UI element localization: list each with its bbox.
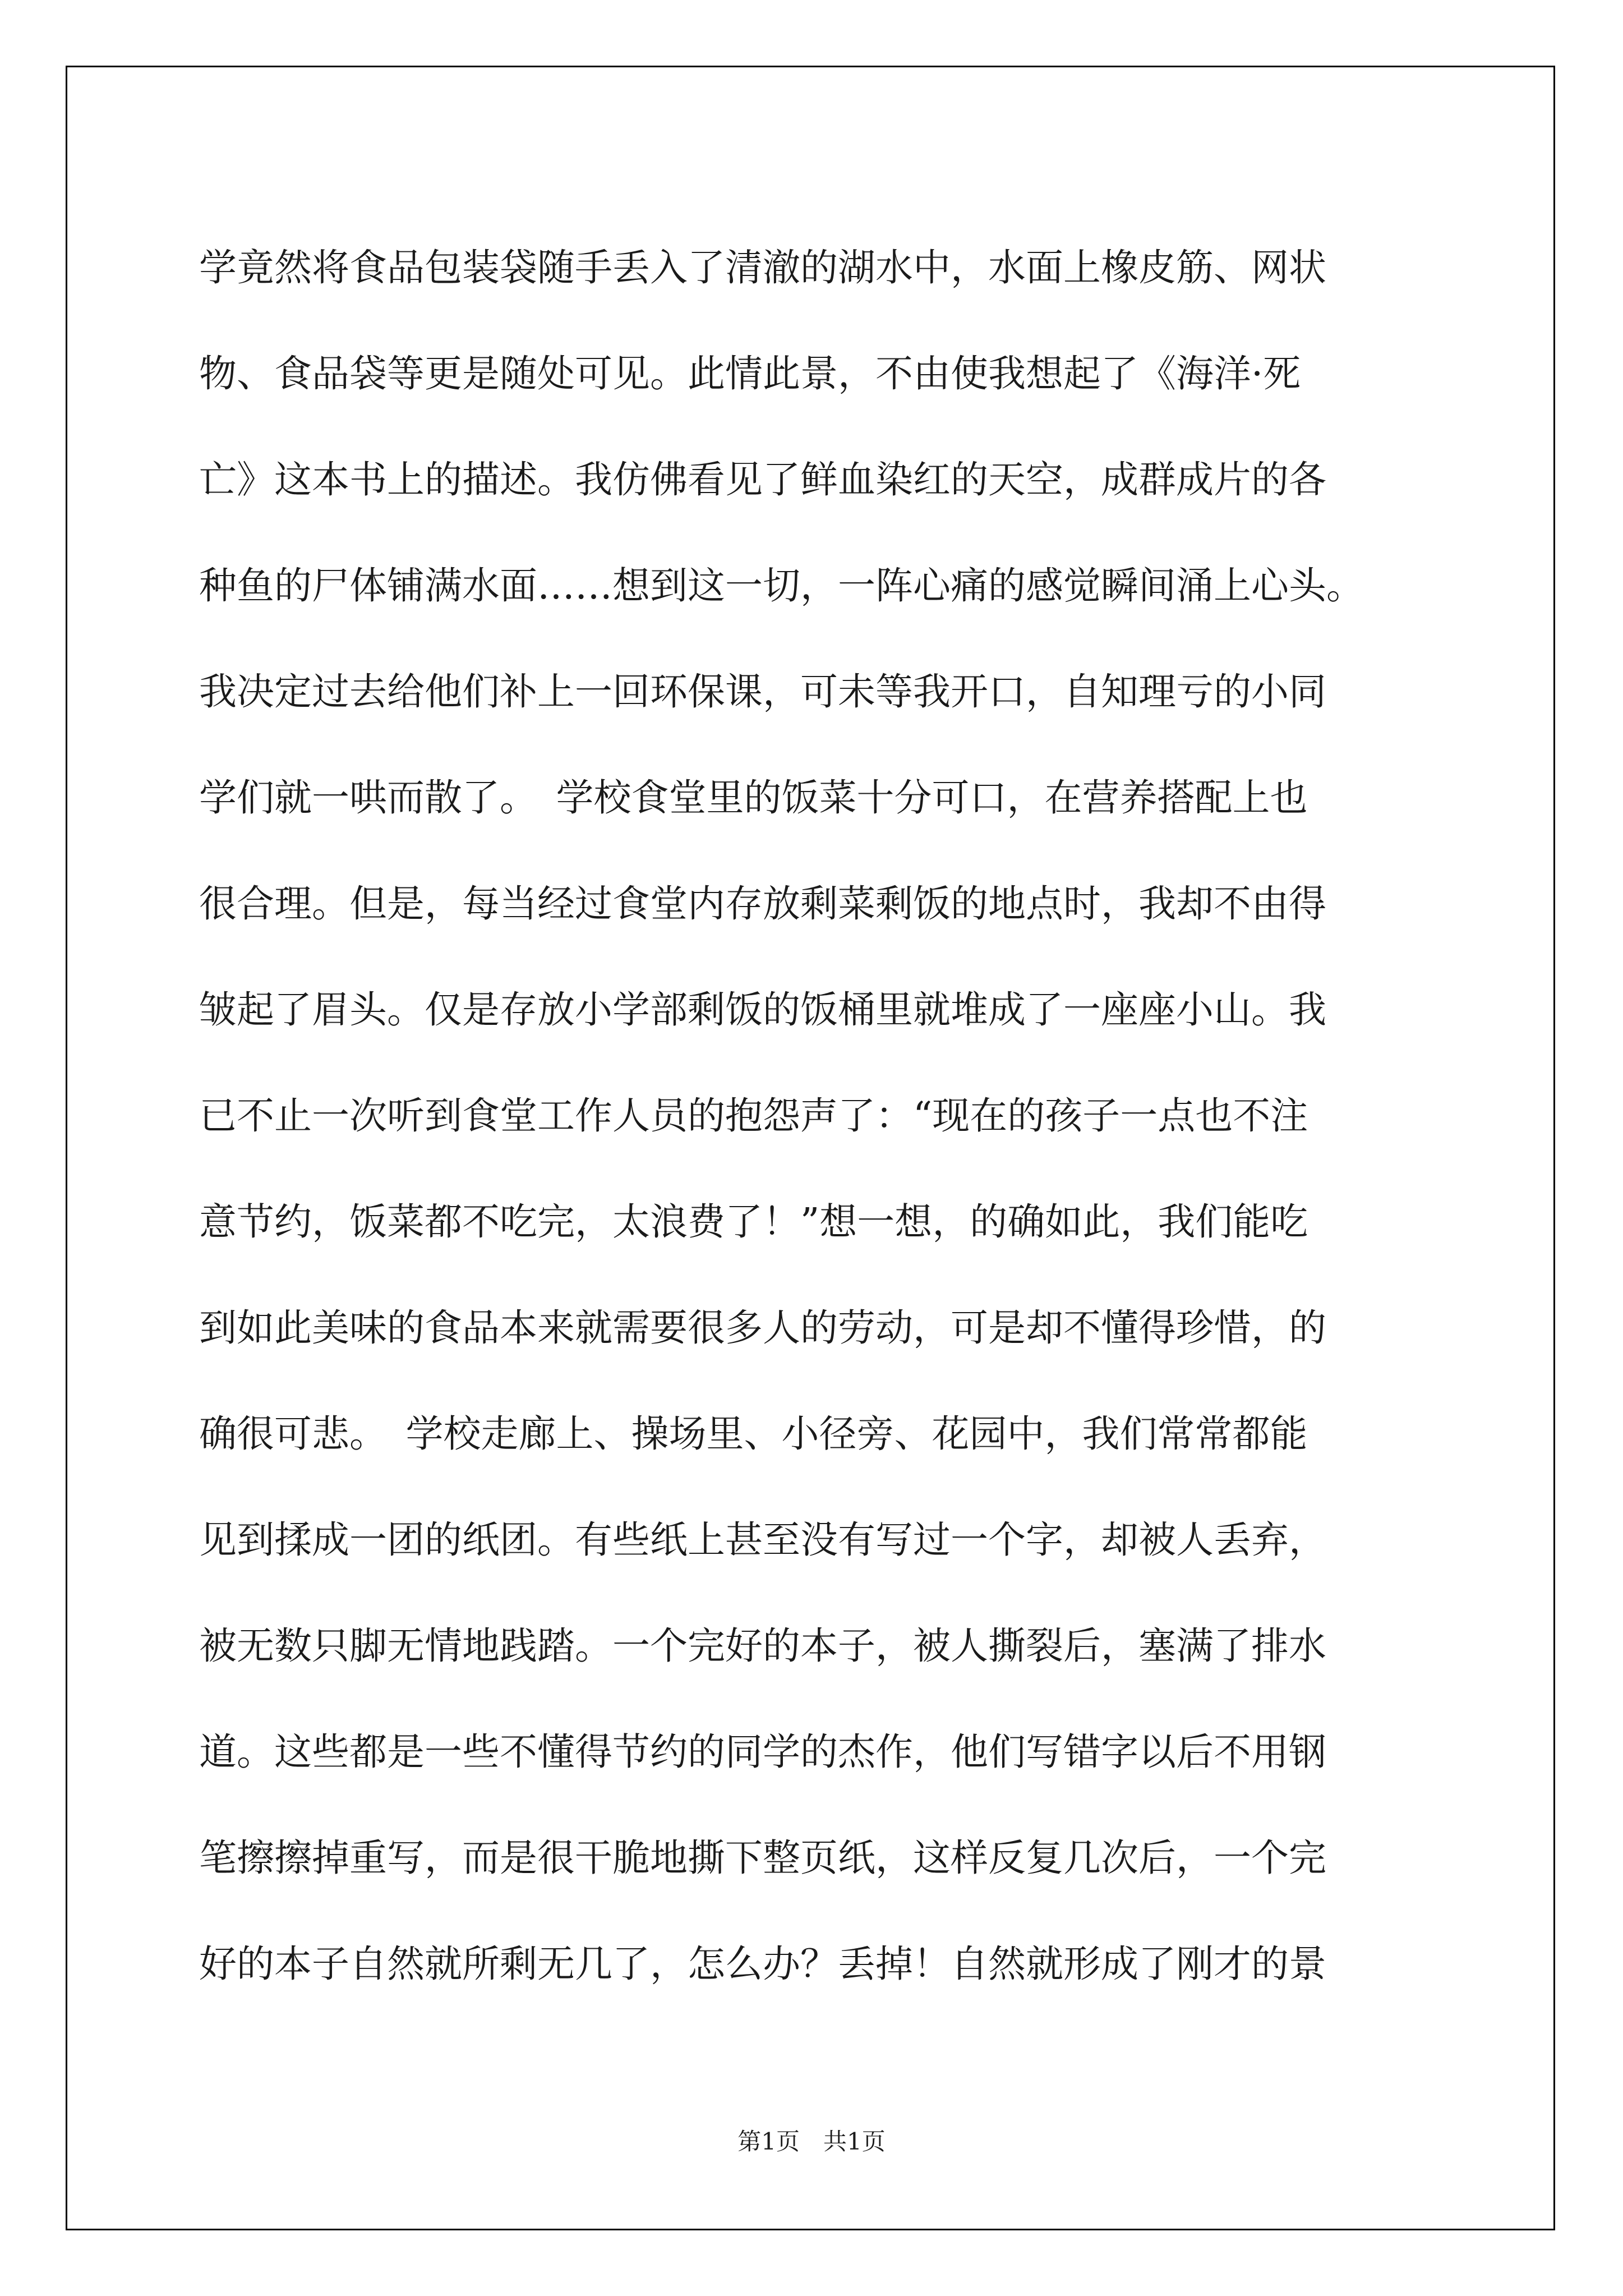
text-line: 意节约，饭菜都不吃完，太浪费了！”想一想，的确如此，我们能吃: [199, 1200, 1308, 1244]
text-line: 已不止一次听到食堂工作人员的抱怨声了：“现在的孩子一点也不注: [199, 1094, 1308, 1138]
text-line: 皱起了眉头。仅是存放小学部剩饭的饭桶里就堆成了一座座小山。我: [199, 988, 1326, 1032]
page-number: 第1页 共1页: [737, 2128, 886, 2155]
document-body: [199, 215, 1433, 2017]
text-line: 种鱼的尸体铺满水面……想到这一切，一阵心痛的感觉瞬间涌上心头。: [199, 564, 1364, 608]
text-line: 见到揉成一团的纸团。有些纸上甚至没有写过一个字，却被人丢弃，: [199, 1518, 1326, 1562]
text-line: 物、食品袋等更是随处可见。此情此景，不由使我想起了《海洋·死: [199, 352, 1301, 395]
text-line: 笔擦擦掉重写，而是很干脆地撕下整页纸，这样反复几次后，一个完: [199, 1836, 1326, 1880]
text-line: 亡》这本书上的描述。我仿佛看见了鲜血染红的天空，成群成片的各: [199, 458, 1326, 501]
text-line: 确很可悲。 学校走廊上、操场里、小径旁、花园中，我们常常都能: [199, 1412, 1308, 1456]
text-line: 我决定过去给他们补上一回环保课，可未等我开口，自知理亏的小同: [199, 670, 1326, 714]
text-line: 道。这些都是一些不懂得节约的同学的杰作，他们写错字以后不用钢: [199, 1730, 1326, 1774]
text-line: 很合理。但是，每当经过食堂内存放剩菜剩饭的地点时，我却不由得: [199, 882, 1326, 926]
text-line: 学们就一哄而散了。 学校食堂里的饭菜十分可口，在营养搭配上也: [199, 776, 1308, 820]
text-line: 好的本子自然就所剩无几了，怎么办？丢掉！自然就形成了刚才的景: [199, 1942, 1326, 1986]
text-line: 学竟然将食品包装袋随手丢入了清澈的湖水中，水面上橡皮筋、网状: [199, 246, 1326, 289]
text-line: 被无数只脚无情地践踏。一个完好的本子，被人撕裂后，塞满了排水: [199, 1624, 1326, 1668]
text-line: 到如此美味的食品本来就需要很多人的劳动，可是却不懂得珍惜，的: [199, 1306, 1326, 1350]
